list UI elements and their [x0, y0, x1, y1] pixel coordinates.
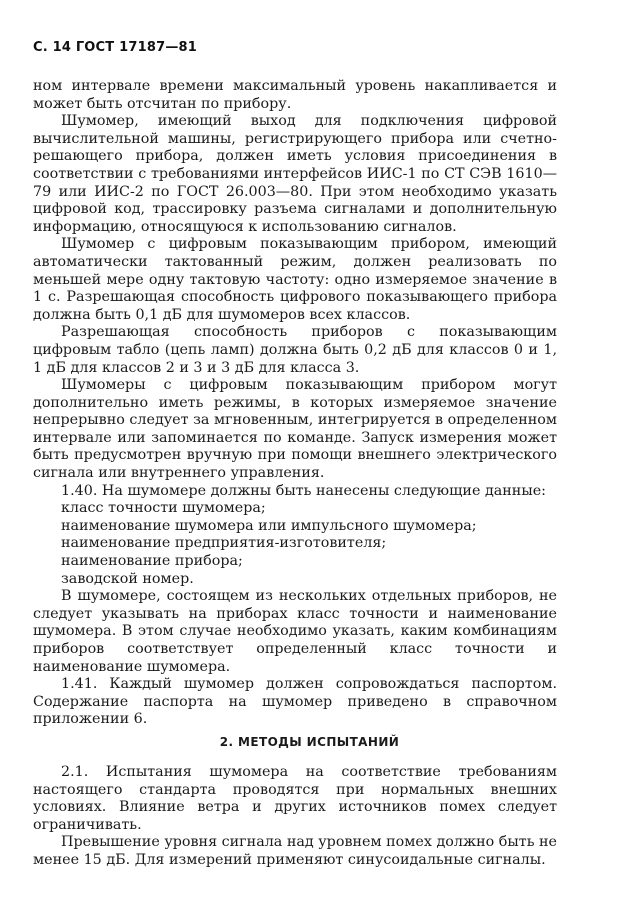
paragraph-digital-indicator: Шумомер с цифровым показывающим прибором, имеющий автоматически тактованный режим, должен реализовать по меньшей мере одну тактовую частоту: одно измеряемое значение в 1 с. Разрешающая способность цифрового показывающего прибора должна быть 0,1 дБ для шумомеров всех классов.: [33, 236, 557, 323]
main-text-block: [33, 78, 557, 729]
paragraph-computer-output: Шумомер, имеющий выход для подключения цифровой вычислительной машины, регистрирующего прибора или счетно-решающего прибора, должен иметь условия присоединения в соответствии с требованиями интерфейсов ИИС-1 по СТ СЭВ 1610—79 или ИИС-2 по ГОСТ 26.003—80. При этом необходимо указать цифровой код, трассировку разъема сигналами и дополнительную информацию, относящуюся к использованию сигналов.: [33, 113, 557, 235]
list-item: наименование предприятия-изготовителя;: [61, 535, 387, 552]
paragraph-interference: Превышение уровня сигнала над уровнем помех должно быть не менее 15 дБ. Для измерений применяют синусоидальные сигналы.: [33, 834, 558, 868]
paragraph-1-41: 1.41. Каждый шумомер должен сопровождаться паспортом. Содержание паспорта на шумомер приведено в справочном приложении 6.: [33, 676, 557, 728]
section-title: 2. МЕТОДЫ ИСПЫТАНИЙ: [219, 735, 400, 749]
paragraph-separate-devices: В шумомере, состоящем из нескольких отдельных приборов, не следует указывать на приборах класс точности и наименование шумомера. В этом случае необходимо указать, каким комбинациям приборов соответствует определенный класс точности и наименование шумомера.: [33, 588, 557, 675]
section2-text-block: [33, 764, 557, 870]
page-header: С. 14 ГОСТ 17187—81: [33, 40, 198, 55]
list-item: класс точности шумомера;: [61, 500, 266, 517]
list-item: наименование шумомера или импульсного шумомера;: [61, 517, 477, 534]
paragraph-modes: Шумомеры с цифровым показывающим прибором могут дополнительно иметь режимы, в которых измеряемое значение непрерывно следует за мгновенным, интегрируется в определенном интервале или запоминается по команде. Запуск измерения может быть предусмотрен вручную при помощи внешнего электрического сигнала или внутреннего управления.: [33, 377, 557, 482]
paragraph-continuation: ном интервале времени максимальный уровень накапливается и может быть отсчитан по прибору.: [33, 78, 557, 112]
paragraph-resolution: Разрешающая способность приборов с показывающим цифровым табло (цепь ламп) должна быть 0,2 дБ для классов 0 и 1, 1 дБ для классов 2 и 3 и 3 дБ для класса 3.: [33, 324, 557, 376]
paragraph-2-1: 2.1. Испытания шумомера на соответствие требованиям настоящего стандарта проводятся при нормальных внешних условиях. Влияние ветра и других источников помех следует ограничивать.: [33, 764, 557, 833]
marking-list: [33, 500, 557, 588]
paragraph-1-40: 1.40. На шумомере должны быть нанесены следующие данные:: [61, 482, 546, 499]
list-item: заводской номер.: [61, 570, 194, 587]
list-item: наименование прибора;: [61, 553, 243, 570]
